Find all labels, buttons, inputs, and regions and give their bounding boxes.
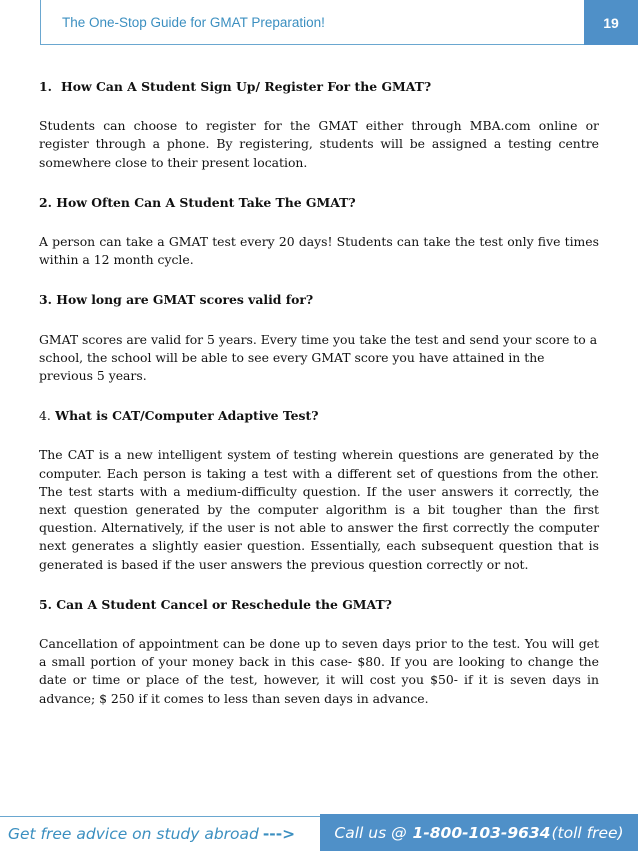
- footer-arrow: --->: [262, 825, 296, 843]
- footer-advice-banner[interactable]: [0, 816, 320, 851]
- footer-call-prefix: Call us @: [334, 823, 407, 842]
- section-1-question: [39, 78, 599, 96]
- footer-phone-number[interactable]: 1-800-103-9634: [412, 823, 551, 842]
- section-4-number: 4.: [39, 408, 51, 424]
- footer-advice-text: Get free advice on study abroad: [8, 825, 259, 843]
- header-left-rule: [40, 0, 41, 45]
- section-4-answer: The CAT is a new intelligent system of testing wherein questions are generated by the computer. Each person is taking a test with a different set of questions from the other. The test starts with a medium-difficulty question. If the user answers it correctly, the next question generated by the computer algorithm is a bit tougher than the first question. Alternatively, if the user is not able to answer the first correctly the computer next generates a slightly easier question. Essentially, each subsequent question that is generated is based if the user answers the previous question correctly or not.: [39, 447, 599, 572]
- section-4-question-text: What is CAT/Computer Adaptive Test?: [55, 408, 319, 424]
- section-1-answer: Students can choose to register for the GMAT either through MBA.com online or register through a phone. By registering, students will be assigned a testing centre somewhere close to their present location.: [39, 118, 599, 170]
- section-1-number: 1.: [39, 79, 52, 94]
- section-5-answer: Cancellation of appointment can be done up to seven days prior to the test. You will get a small portion of your money back in this case- $80. If you are looking to change the date or time or place of the test, however, it will cost you $50- if it is seven days in advance; $ 250 if it comes to less than seven days in advance.: [39, 636, 599, 706]
- section-3-question: 3. How long are GMAT scores valid for?: [39, 292, 314, 308]
- header-rule: [40, 44, 584, 45]
- section-2-answer: A person can take a GMAT test every 20 days! Students can take the test only five times within a 12 month cycle.: [39, 234, 599, 268]
- footer-call-banner[interactable]: [320, 814, 638, 851]
- section-1-question-text: How Can A Student Sign Up/ Register For the GMAT?: [61, 79, 432, 94]
- running-header-title: The One-Stop Guide for GMAT Preparation!: [62, 15, 325, 30]
- footer-call-suffix: (toll free): [551, 823, 624, 842]
- section-3-answer: GMAT scores are valid for 5 years. Every time you take the test and send your score to a school, the school will be able to see every GMAT score you have attained in the previous 5 years.: [39, 331, 598, 384]
- section-5-question: 5. Can A Student Cancel or Reschedule the GMAT?: [39, 596, 392, 612]
- page-number: 19: [584, 0, 638, 45]
- document-body: [39, 78, 599, 730]
- section-4-question: [39, 407, 599, 425]
- section-2-question: 2. How Often Can A Student Take The GMAT?: [39, 194, 356, 210]
